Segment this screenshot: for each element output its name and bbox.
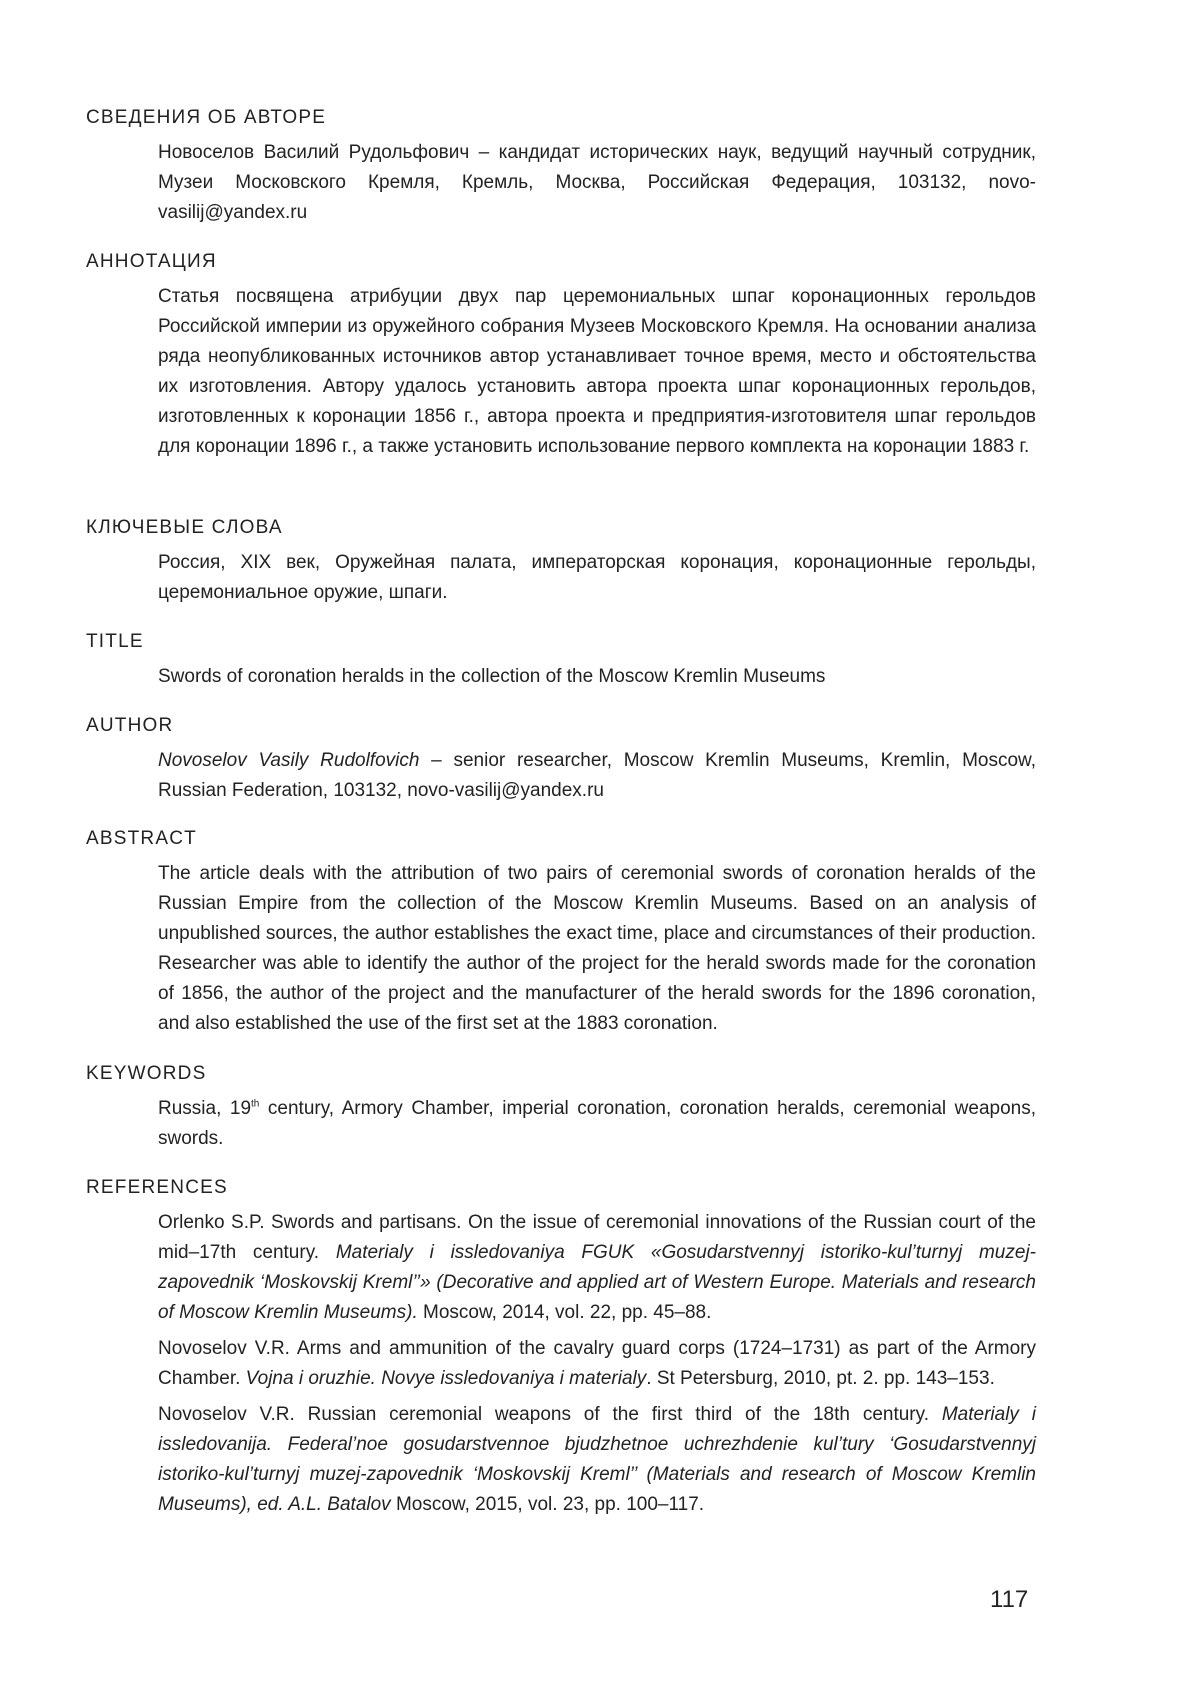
section-about-author-ru — [86, 106, 1036, 228]
author-en-name: Novoselov Vasily Rudolfovich — [158, 750, 420, 771]
reference-item — [158, 1208, 1036, 1328]
heading-about-author-ru: СВЕДЕНИЯ ОБ АВТОРЕ — [86, 107, 327, 128]
reference-plain-end: Moscow, 2015, vol. 23, pp. 100–117. — [390, 1494, 705, 1515]
section-author-en — [86, 714, 1036, 806]
reference-item — [158, 1400, 1036, 1520]
heading-keywords-ru: КЛЮЧЕВЫЕ СЛОВА — [86, 517, 283, 538]
annotation-ru-text: Статья посвящена атрибуции двух пар церемониальных шпаг коронационных герольдов Российской империи из оружейного собрания Музеев Московского Кремля. На основании анализа ряда неопубликованных источников автор устанавливает точное время, место и обстоятельства их изготовления. Автору удалось установить автора проекта шпаг коронационных герольдов, изготовленных к коронации 1856 г., автора проекта и предприятия-изготовителя шпаг герольдов для коронации 1896 г., а также установить использование первого комплекта на коронации 1883 г. — [158, 286, 1036, 457]
reference-plain-end: Moscow, 2014, vol. 22, pp. 45–88. — [417, 1302, 712, 1323]
reference-item — [158, 1334, 1036, 1394]
page-number: 117 — [990, 1586, 1029, 1613]
heading-title-en: TITLE — [86, 631, 144, 652]
author-en-details: – senior researcher, Moscow Kremlin Museums, Kremlin, Moscow, Russian Federation, 103132, novo-vasilij@yandex.ru — [158, 750, 1036, 801]
section-title-en — [86, 630, 1036, 692]
heading-abstract-en: ABSTRACT — [86, 828, 197, 849]
abstract-en-text: The article deals with the attribution of two pairs of ceremonial swords of coronation heralds of the Russian Empire from the collection of the Moscow Kremlin Museums. Based on an analysis of unpublished sources, the author establishes the exact time, place and circumstances of their production. Researcher was able to identify the author of the project for the herald swords made for the coronation of 1856, the author of the project and the manufacturer of the herald swords for the 1896 coronation, and also established the use of the first set at the 1883 coronation. — [158, 863, 1036, 1034]
section-references — [86, 1176, 1036, 1520]
reference-italic: Materialy i issledovanija. Federal’noe gosudarstvennoe bjudzhetnoe uchrezhdenie kul’tury ‘Gosudarstvennyj istoriko-kul’turnyj muzej-zapovednik ‘Moskovskij Kreml’’ (Materials and research of Moscow Kremlin Museums), ed. A.L. Batalov — [158, 1404, 1036, 1515]
title-en-text: Swords of coronation heralds in the collection of the Moscow Kremlin Museums — [158, 666, 826, 687]
section-annotation-ru — [86, 250, 1036, 462]
heading-annotation-ru: АННОТАЦИЯ — [86, 251, 217, 272]
about-author-ru-text: Новоселов Василий Рудольфович – кандидат исторических наук, ведущий научный сотрудник, Музеи Московского Кремля, Кремль, Москва, Российская Федерация, 103132, novo-vasilij@yandex.ru — [158, 142, 1036, 223]
keywords-en-superscript: th — [251, 1098, 260, 1110]
heading-keywords-en: KEYWORDS — [86, 1063, 207, 1084]
reference-italic: Vojna i oruzhie. Novye issledovaniya i materialy — [245, 1368, 647, 1389]
reference-plain-start: Novoselov V.R. Russian ceremonial weapons of the first third of the 18th century. — [158, 1404, 942, 1425]
keywords-en-text-start: Russia, 19 — [158, 1098, 252, 1119]
reference-plain-start: Orlenko S.P. Swords and partisans. On the issue of ceremonial innovations of the Russian court of the mid–17th century. — [158, 1212, 1036, 1263]
keywords-en-text-end: century, Armory Chamber, imperial coronation, coronation heralds, ceremonial weapons, swords. — [158, 1098, 1036, 1149]
reference-plain-start: Novoselov V.R. Arms and ammunition of the cavalry guard corps (1724–1731) as part of the Armory Chamber. — [158, 1338, 1036, 1389]
heading-author-en: AUTHOR — [86, 715, 174, 736]
section-abstract-en — [86, 827, 1036, 1039]
section-keywords-en — [86, 1062, 1036, 1154]
keywords-ru-text: Россия, XIX век, Оружейная палата, императорская коронация, коронационные герольды, церемониальное оружие, шпаги. — [158, 552, 1036, 603]
author-en-text — [158, 746, 1036, 806]
reference-plain-end: . St Petersburg, 2010, pt. 2. pp. 143–153. — [646, 1368, 995, 1389]
keywords-en-text — [158, 1094, 1036, 1154]
section-keywords-ru — [86, 516, 1036, 608]
reference-italic: Materialy i issledovaniya FGUK «Gosudarstvennyj istoriko-kul’turnyj muzej-zapovednik ‘Moskovskij Kreml’’» (Decorative and applied art of Western Europe. Materials and research of Moscow Kremlin Museums). — [158, 1242, 1036, 1323]
heading-references: REFERENCES — [86, 1177, 228, 1198]
